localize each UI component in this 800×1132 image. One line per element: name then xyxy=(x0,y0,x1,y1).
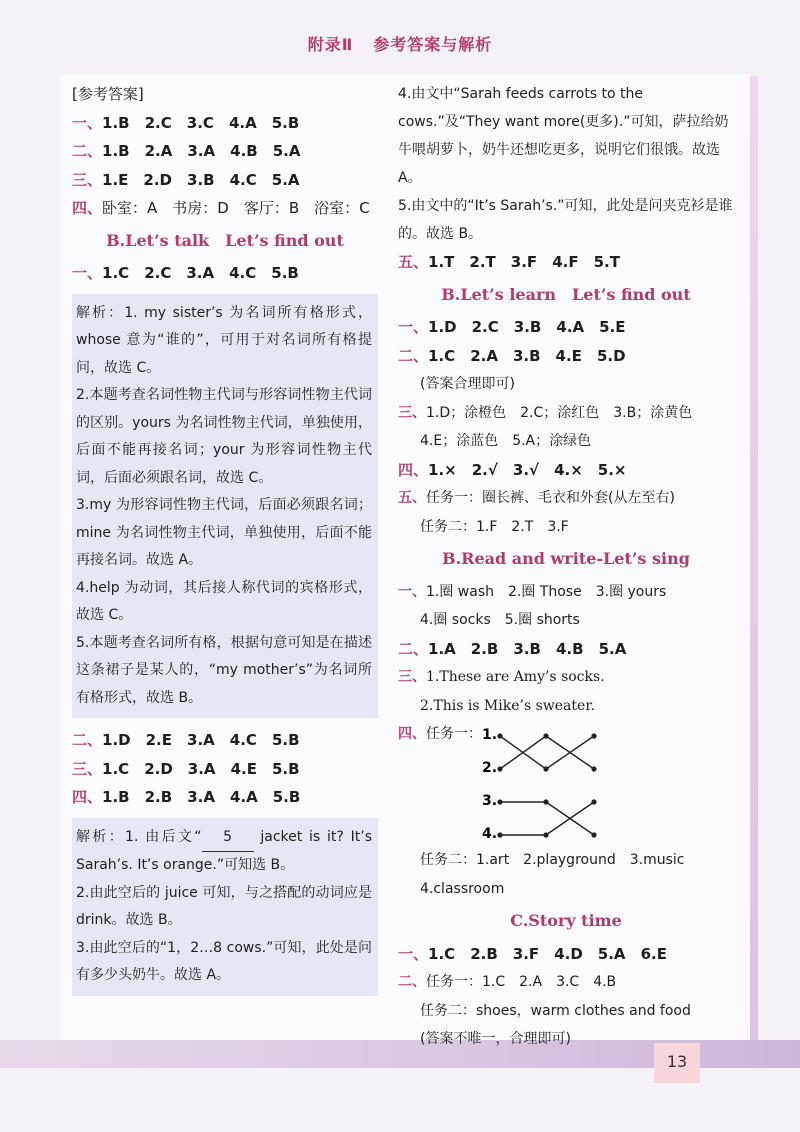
answer-row-3: 三、1.E 2.D 3.B 4.C 5.A xyxy=(72,170,300,189)
explanation-2: 2.本题考查名词性物主代词与形容词性物主代词的区别。yours 为名词性物主代词，单独使用，后面不能再接名词；your 为形容词性物主代词，后面必须跟名词，故选 C。 xyxy=(76,387,372,486)
page-header xyxy=(0,32,800,55)
appendix-label: 附录Ⅱ xyxy=(307,35,354,54)
explanation-1: 解析：1. my sister’s 为名词所有格形式，whose 意为“谁的”，可用于对名词所有格提问，故选 C。 xyxy=(76,304,372,376)
left-column xyxy=(72,80,378,1004)
match-num-2: 2. xyxy=(482,760,498,776)
matching-task-label: 四、任务一： xyxy=(398,726,482,742)
answer-row-read-3: 三、1.These are Amy’s socks. xyxy=(398,669,605,685)
answer-row-learn-5: 五、任务一：圈长裤、毛衣和外套(从左至右) xyxy=(398,490,675,506)
answer-row-read-1b: 4.圈 socks 5.圈 shorts xyxy=(420,612,580,628)
explanation-2-2: 2.由此空后的 juice 可知，与之搭配的动词应是 drink。故选 B。 xyxy=(76,884,372,928)
answer-row-learn-5b: 任务二：1.F 2.T 3.F xyxy=(420,518,569,535)
answer-row-1: 一、1.B 2.C 3.C 4.A 5.B xyxy=(72,113,300,132)
reference-answer-heading: [参考答案] xyxy=(72,85,144,103)
answer-row-story-1: 一、1.C 2.B 3.F 4.D 5.A 6.E xyxy=(398,944,667,963)
match-num-3: 3. xyxy=(482,793,498,809)
answer-row-read-1: 一、1.圈 wash 2.圈 Those 3.圈 yours xyxy=(398,583,667,600)
explanation-2-1: 解析：1. 由后文“ 5 jacket is it? It’s Sarah’s. It’s orange.”可知选 B。 xyxy=(76,824,372,880)
answer-row-learn-2: 二、1.C 2.A 3.B 4.E 5.D xyxy=(398,346,626,365)
answer-row-2: 二、1.B 2.A 3.A 4.B 5.A xyxy=(72,142,301,160)
answer-row-read-3b: 2.This is Mike’s sweater. xyxy=(420,697,595,714)
explanation-box-1 xyxy=(72,294,378,719)
match-lines xyxy=(500,736,594,835)
answer-row-story-2: 二、任务一：1.C 2.A 3.C 4.B xyxy=(398,974,617,990)
page-title: 参考答案与解析 xyxy=(373,35,493,54)
explanation-3: 3.my 为形容词性物主代词，后面必须跟名词；mine 为名词性物主代词，单独使用，后面不能再接名词。故选 A。 xyxy=(76,497,372,568)
match-num-1: 1. xyxy=(482,727,498,743)
answer-row-talk-5: 五、1.T 2.T 3.F 4.F 5.T xyxy=(398,253,620,271)
section-title-b-talk: B.Let’s talk Let’s find out xyxy=(106,230,344,250)
answer-row-learn-3: 三、1.D；涂橙色 2.C；涂红色 3.B；涂黄色 xyxy=(398,404,693,421)
explanation-2-4: 4.由文中“Sarah feeds carrots to the cows.”及“They want more(更多).”可知，萨拉给奶牛喂胡萝卜，奶牛还想吃更多，说明它们很饿。故选 A。 xyxy=(398,86,729,186)
explanation-2-3: 3.由此空后的“1，2…8 cows.”可知，此处是问有多少头奶牛。故选 A。 xyxy=(76,939,372,983)
answer-row-learn-4: 四、1.× 2.√ 3.√ 4.× 5.× xyxy=(398,460,627,479)
answer-row-talk-4: 四、1.B 2.B 3.A 4.A 5.B xyxy=(72,788,301,806)
continued-explanations xyxy=(398,80,734,248)
answer-row-learn-1: 一、1.D 2.C 3.B 4.A 5.E xyxy=(398,318,626,336)
matching-diagram xyxy=(398,720,734,846)
answer-note: (答案合理即可) xyxy=(420,376,515,392)
section-title-b-learn: B.Let’s learn Let’s find out xyxy=(441,284,691,304)
answer-row-read-2: 二、1.A 2.B 3.B 4.B 5.A xyxy=(398,639,627,658)
answer-row-4: 四、卧室：A 书房：D 客厅：B 浴室：C xyxy=(72,199,370,217)
right-column xyxy=(398,80,734,1054)
answer-row-story-2b: 任务二：shoes，warm clothes and food xyxy=(420,1002,691,1019)
task-two-line-b: 4.classroom xyxy=(420,880,505,897)
matching-diagram-row xyxy=(398,720,734,846)
page-number: 13 xyxy=(654,1043,700,1083)
answer-row-learn-3b: 4.E；涂蓝色 5.A；涂绿色 xyxy=(420,433,592,449)
section-title-b-read: B.Read and write-Let’s sing xyxy=(442,549,690,568)
explanation-5: 5.本题考查名词所有格，根据句意可知是在描述这条裙子是某人的，“my mother’s”为名词所有格形式，故选 B。 xyxy=(76,634,372,706)
answer-row-story-2c: (答案不唯一，合理即可) xyxy=(420,1031,571,1047)
task-two-line: 任务二：1.art 2.playground 3.music xyxy=(420,852,685,868)
match-dots xyxy=(497,733,596,837)
section-title-c-story: C.Story time xyxy=(510,911,622,930)
answer-row-talk-1: 一、1.C 2.C 3.A 4.C 5.B xyxy=(72,264,299,282)
match-num-4: 4. xyxy=(482,826,498,842)
explanation-4: 4.help 为动词，其后接人称代词的宾格形式，故选 C。 xyxy=(76,579,372,623)
answer-row-talk-2: 二、1.D 2.E 3.A 4.C 5.B xyxy=(72,731,300,749)
answer-row-talk-3: 三、1.C 2.D 3.A 4.E 5.B xyxy=(72,759,300,778)
explanation-2-5: 5.由文中的“It’s Sarah’s.”可知，此处是问夹克衫是谁的。故选 B。 xyxy=(398,198,733,242)
explanation-box-2 xyxy=(72,818,378,996)
